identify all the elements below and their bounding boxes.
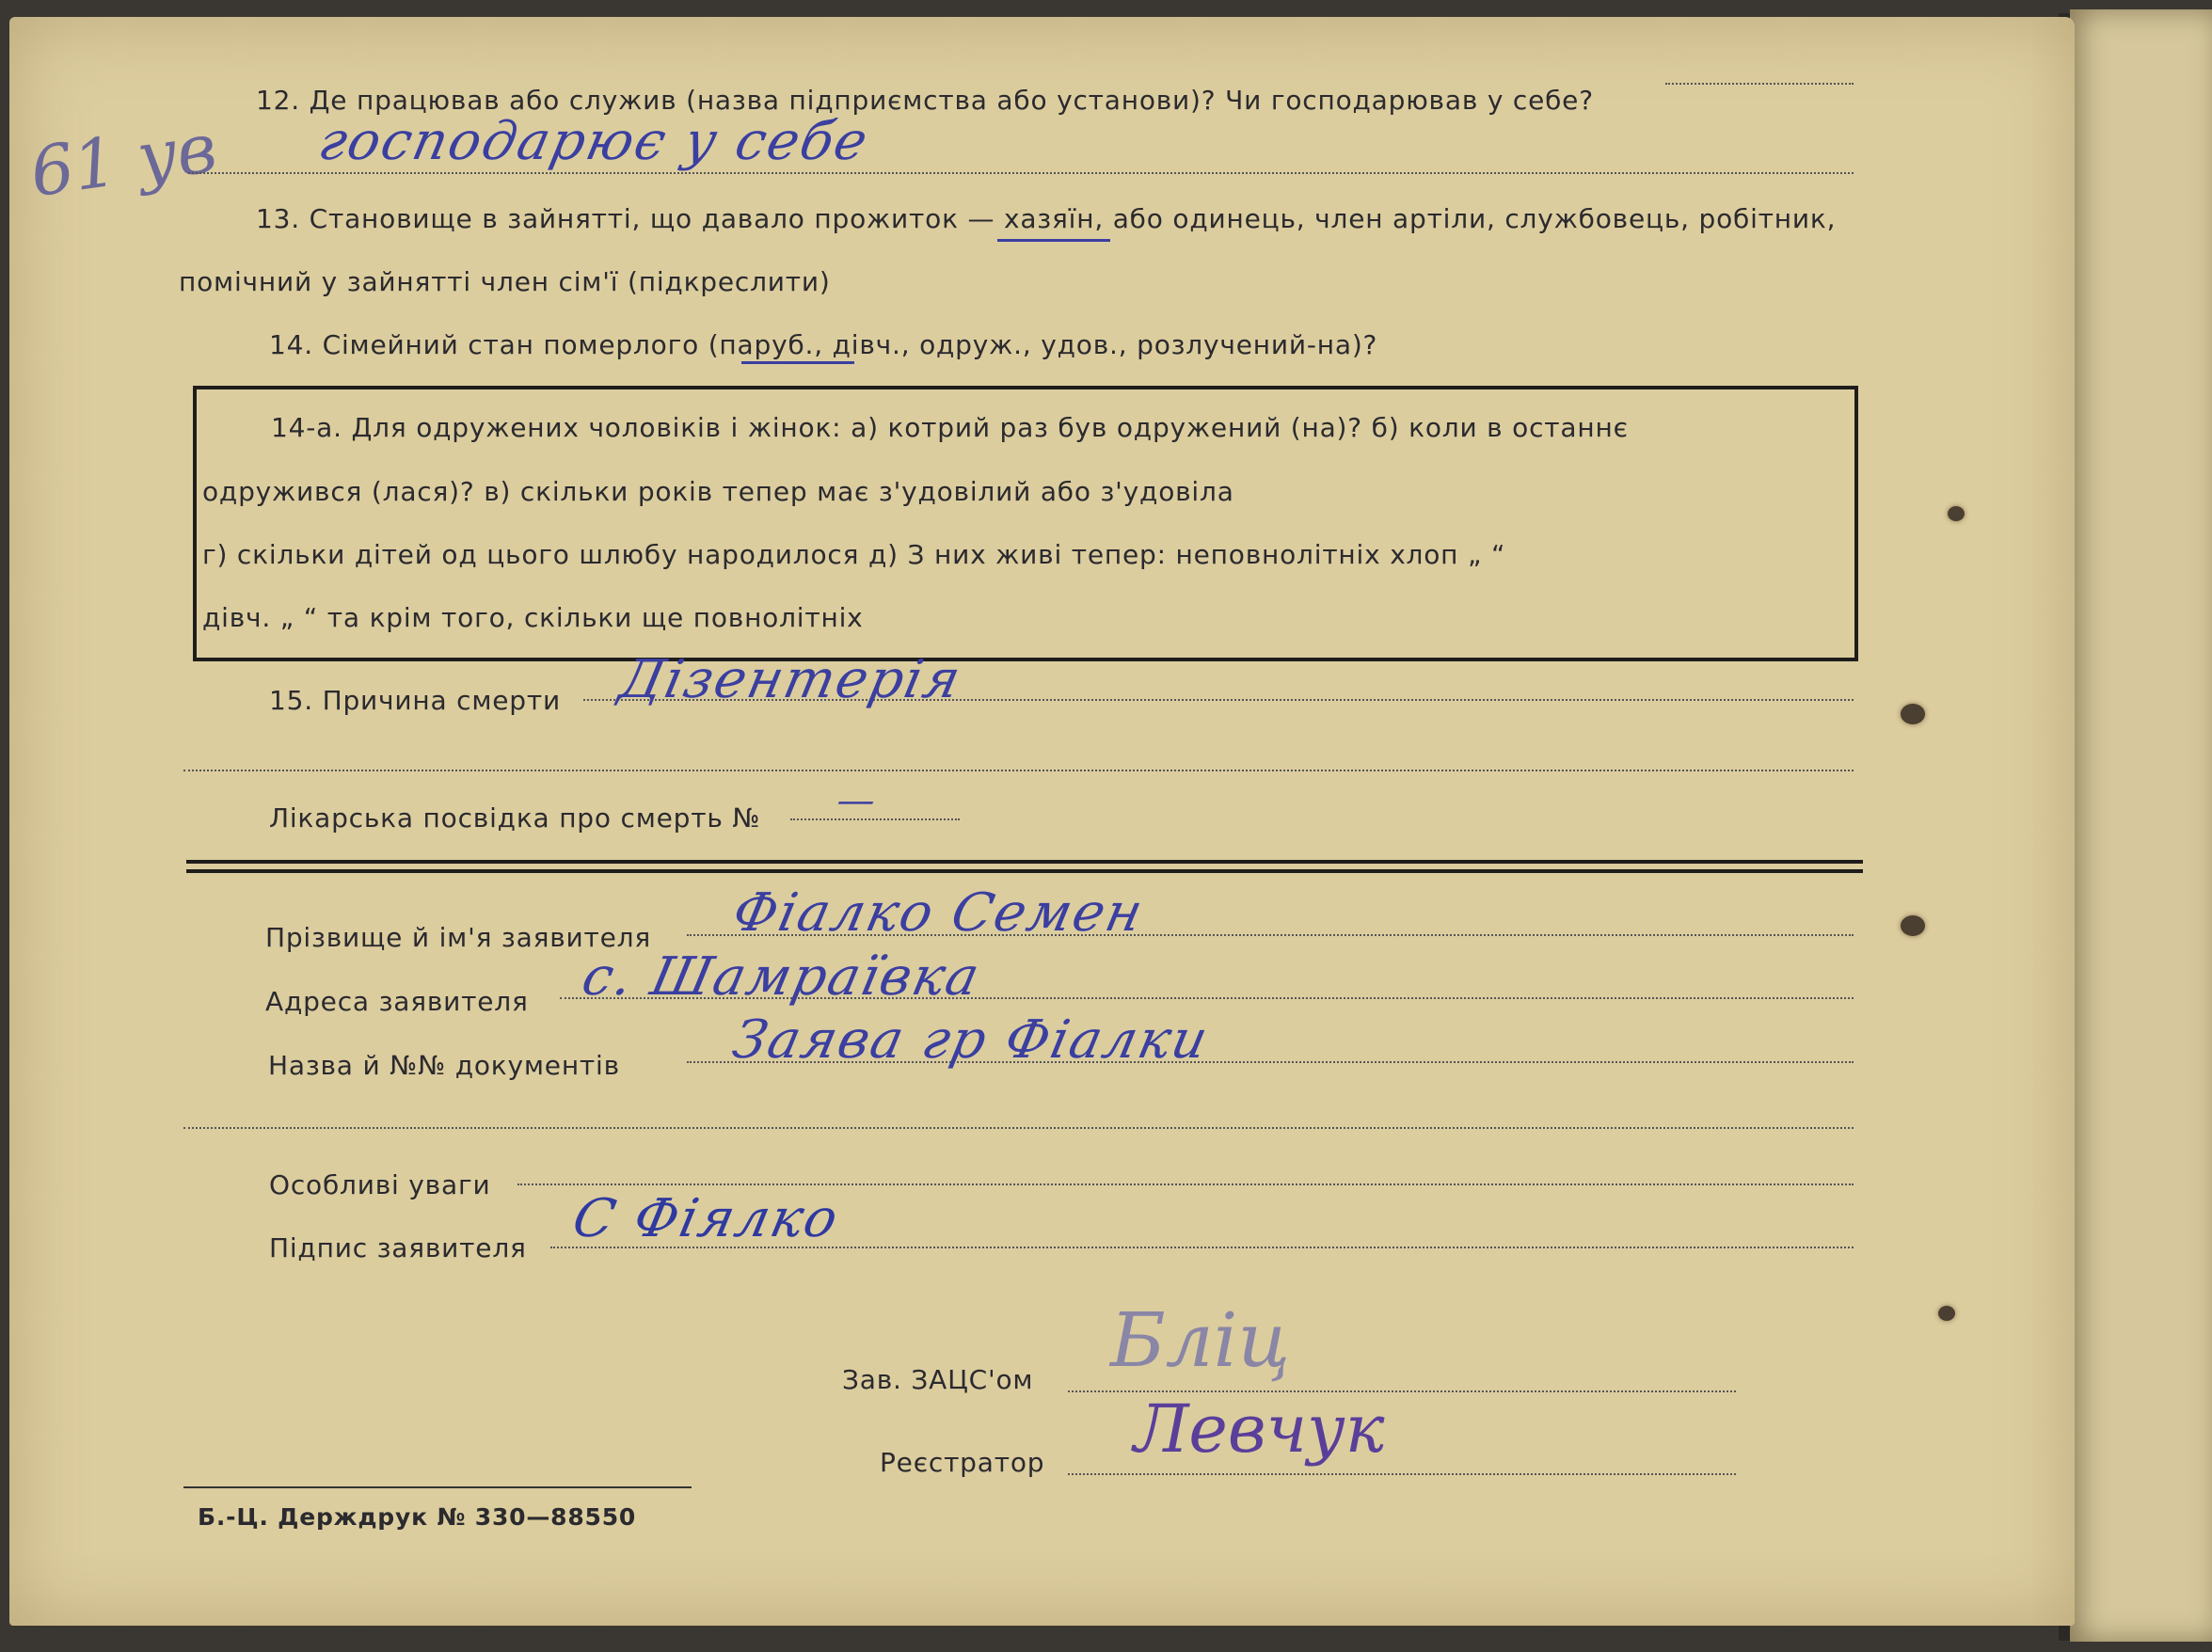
margin-note: 61 ув — [25, 107, 222, 213]
applicant-addr: с. Шамраївка — [577, 946, 987, 1008]
med-cert-answer: — — [833, 779, 882, 822]
double-rule-bottom — [186, 869, 1863, 873]
registrar-label: Реєстратор — [880, 1447, 1045, 1478]
docs-value: Заява гр Фіалки — [727, 1009, 1215, 1071]
q13-underline — [997, 239, 1110, 242]
applicant-name: Фіалко Семен — [727, 882, 1150, 944]
signature-label: Підпис заявителя — [269, 1232, 527, 1263]
registrar-line — [1068, 1473, 1736, 1475]
applicant-name-label: Прізвище й ім'я заявителя — [265, 922, 652, 953]
applicant-addr-label: Адреса заявителя — [265, 986, 529, 1017]
q12-fill-line — [1665, 83, 1854, 85]
printer-rule — [183, 1486, 692, 1488]
q14a-line3: г) скільки дітей од цього шлюбу народилося д) З них живі тепер: неповнолітніх хлоп „ “ — [202, 539, 1506, 570]
head-label: Зав. ЗАЦС'ом — [842, 1364, 1034, 1395]
q13-line2: помічний у зайнятті член сім'ї (підкреслити) — [179, 266, 831, 297]
adjacent-page — [2070, 9, 2212, 1642]
form-page — [9, 17, 2075, 1626]
registrar-signature: Левчук — [1134, 1390, 1385, 1468]
q12-answer-line — [188, 172, 1854, 174]
q15-extra-line — [183, 770, 1854, 771]
notes-line — [517, 1183, 1854, 1185]
q14-label: 14. Сімейний стан померлого (паруб., дівч., одруж., удов., розлучений-на)? — [269, 329, 1378, 360]
q14a-line2: одружився (лася)? в) скільки років тепер має з'удовілий або з'удовіла — [202, 476, 1234, 507]
q14-underline — [741, 361, 854, 364]
head-signature: Бліц — [1110, 1296, 1291, 1384]
docs-label: Назва й №№ документів — [268, 1050, 620, 1081]
q13-line1: 13. Становище в зайнятті, що давало прожиток — хазяїн, або одинець, член артіли, службовець, робітник, — [256, 203, 1837, 234]
med-cert-line — [790, 818, 960, 820]
q15-answer: Дізентерія — [614, 649, 968, 710]
applicant-signature: С Фіялко — [567, 1188, 845, 1249]
med-cert-label: Лікарська посвідка про смерть № — [269, 802, 761, 834]
binding-hole — [1901, 704, 1925, 724]
q15-label: 15. Причина смерти — [269, 685, 561, 716]
binding-hole — [1938, 1306, 1955, 1321]
binding-hole — [1948, 506, 1965, 521]
q14a-line4: дівч. „ “ та крім того, скільки ще повнолітніх — [202, 602, 864, 633]
q14a-line1: 14-а. Для одружених чоловіків і жінок: а) котрий раз був одружений (на)? б) коли в останнє — [271, 412, 1629, 443]
docs-extra-line — [183, 1127, 1854, 1129]
printer-imprint: Б.-Ц. Держдрук № 330—88550 — [198, 1503, 637, 1531]
q12-answer: господарює у себе — [313, 111, 875, 172]
q12-label: 12. Де працював або служив (назва підприємства або установи)? Чи господарював у себе? — [256, 85, 1594, 116]
binding-hole — [1901, 915, 1925, 936]
notes-label: Особливі уваги — [269, 1169, 491, 1200]
double-rule-top — [186, 860, 1863, 864]
